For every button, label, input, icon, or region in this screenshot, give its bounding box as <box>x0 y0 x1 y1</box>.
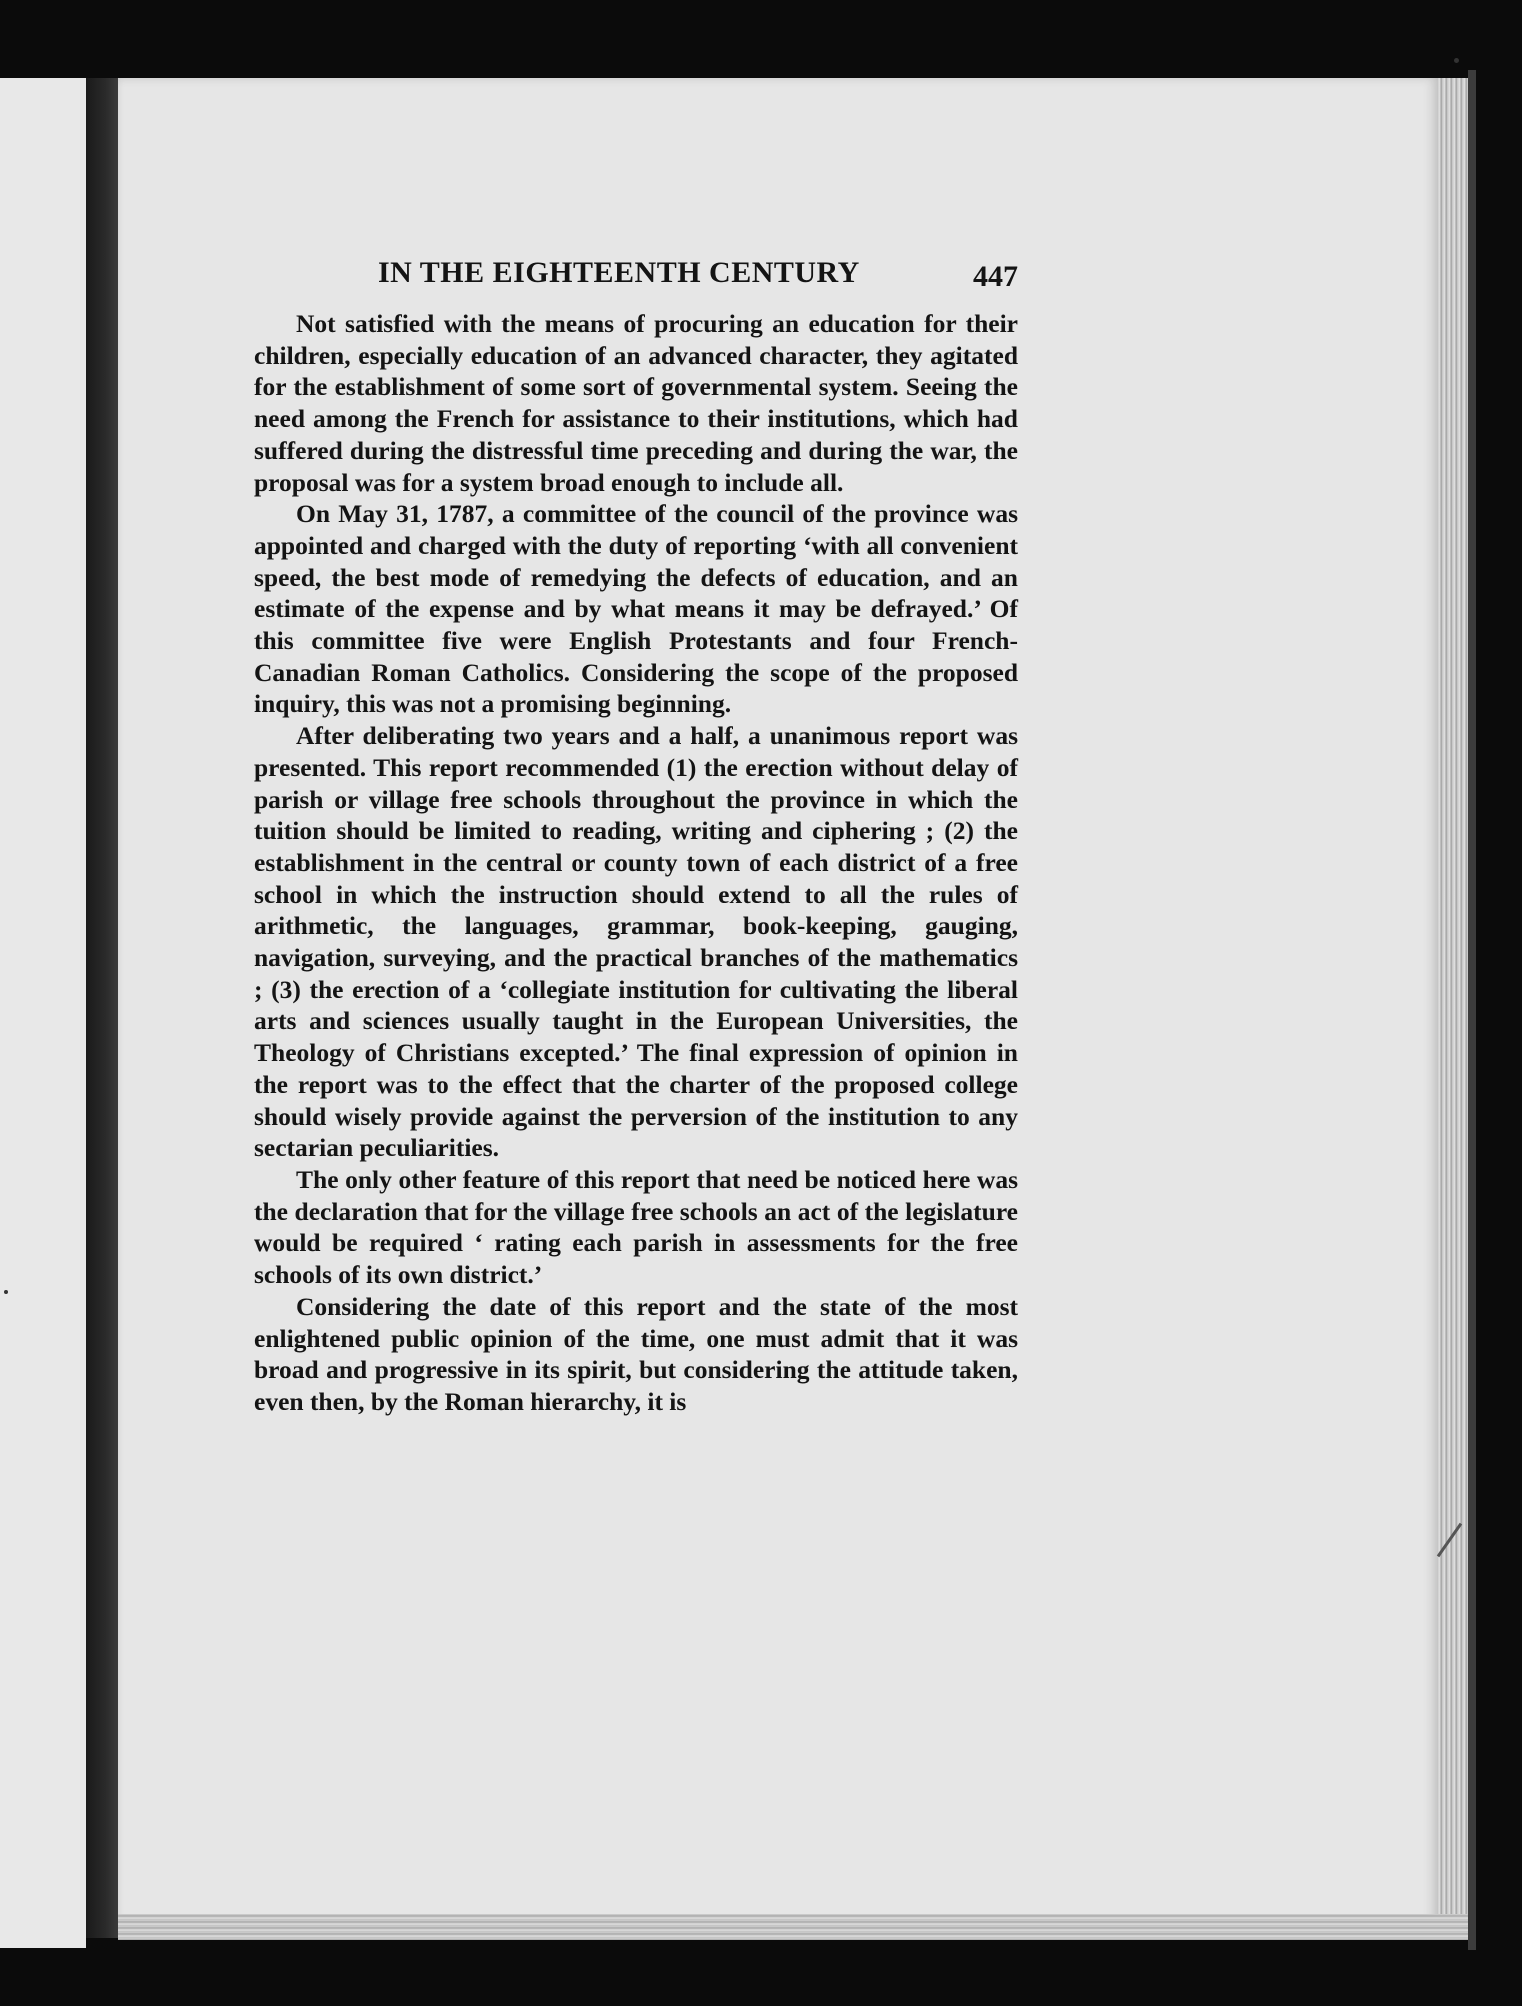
paragraph: Not satisfied with the means of procuring an education for their children, especially education of an advanced character, they agitated for the establishment of some sort of governmental system. Seeing the need among the French for assistance to their institutions, which had suffered during the distressful time preceding and during the war, the proposal was for a system broad enough to include all. <box>254 309 1018 497</box>
paragraph: After deliberating two years and a half, a unanimous report was presented. This report recommended (1) the erection without delay of parish or village free schools throughout the province in which the tuition should be limited to reading, writing and ciphering ; (2) the establishment in the central or county town of each district of a free school in which the instruction should extend to all the rules of arithmetic, the languages, grammar, book-keeping, gauging, navigation, surveying, and the practical branches of the mathematics ; (3) the erection of a ‘collegiate institution for cultivating the liberal arts and sciences usually taught in the European Universities, the Theology of Christians excepted.’ The final expression of opinion in the report was to the effect that the charter of the proposed college should wisely provide against the perversion of the institution to any sectarian peculiarities. <box>254 721 1018 1163</box>
right-page-stack-edge <box>1438 78 1468 1940</box>
running-head: IN THE EIGHTEENTH CENTURY <box>378 256 860 289</box>
bottom-page-stack-edge <box>118 1914 1468 1940</box>
page-number: 447 <box>973 260 1018 293</box>
scan-speck <box>1454 58 1459 63</box>
body-text <box>254 308 1018 1418</box>
paragraph: On May 31, 1787, a committee of the council of the province was appointed and charged with the duty of reporting ‘with all convenient speed, the best mode of remedying the defects of education, and an estimate of the expense and by what means it may be defrayed.’ Of this committee five were English Protestants and four French-Canadian Roman Catholics. Considering the scope of the proposed inquiry, this was not a promising beginning. <box>254 499 1018 719</box>
paragraph: The only other feature of this report that need be noticed here was the declaration that for the village free schools an act of the legislature would be required ‘ rating each parish in assessments for the free schools of its own district.’ <box>254 1164 1018 1290</box>
paragraph: Considering the date of this report and the state of the most enlightened public opinion of the time, one must admit that it was broad and progressive in its spirit, but considering the attitude taken, even then, by the Roman hierarchy, it is <box>254 1291 1018 1416</box>
scan-speck <box>4 1290 8 1294</box>
book-gutter <box>86 78 118 1938</box>
left-page-edge <box>0 78 86 1948</box>
right-edge-shadow <box>1468 70 1476 1950</box>
page-header <box>298 252 1018 302</box>
